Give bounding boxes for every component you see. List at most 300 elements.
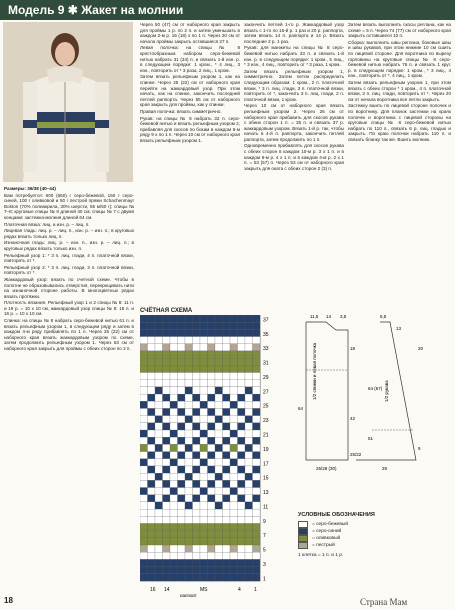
chart-cell — [155, 495, 163, 502]
chart-cell — [223, 401, 231, 408]
chart-cell — [253, 437, 261, 444]
chart-cell — [163, 545, 171, 552]
chart-cell — [253, 567, 261, 574]
col1-p8: Жаккардовый узор: вязать по счетной схеме. Чтобы в полотне не образовывались отверстия, перекрещивать нити на изнаночной стороне работы. В многоцветных рядах вязать протяжки. — [4, 276, 134, 299]
chart-cell — [245, 466, 253, 473]
chart-cell — [215, 387, 223, 394]
chart-cell — [163, 329, 171, 336]
bottom-width-1: 25/28 (30) — [316, 466, 337, 471]
chart-cell — [253, 358, 261, 365]
chart-cell — [193, 430, 201, 437]
chart-cell — [245, 502, 253, 509]
chart-cell — [245, 523, 253, 530]
chart-cell — [163, 531, 171, 538]
chart-cell — [178, 523, 186, 530]
chart-cell — [193, 322, 201, 329]
chart-cell — [208, 488, 216, 495]
chart-cell — [200, 358, 208, 365]
chart-cell — [230, 488, 238, 495]
chart-cell — [215, 538, 223, 545]
chart-cell — [223, 523, 231, 530]
chart-cell — [200, 401, 208, 408]
bottom-width-2: 29 — [382, 466, 388, 471]
chart-cell — [245, 351, 253, 358]
chart-cell — [185, 351, 193, 358]
chart-cell — [155, 488, 163, 495]
chart-cell — [253, 538, 261, 545]
chart-cell — [148, 552, 156, 559]
chart-cell — [185, 473, 193, 480]
chart-cell — [200, 559, 208, 566]
chart-cell — [230, 365, 238, 372]
chart-cell — [148, 351, 156, 358]
chart-cell — [140, 358, 148, 365]
chart-cell — [193, 574, 201, 581]
chart-cell — [208, 466, 216, 473]
chart-cell — [155, 552, 163, 559]
chart-cell — [238, 380, 246, 387]
chart-cell — [170, 552, 178, 559]
chart-cell — [193, 358, 201, 365]
chart-cell — [148, 516, 156, 523]
chart-cell — [178, 423, 186, 430]
chart-cell — [155, 545, 163, 552]
chart-cell — [185, 358, 193, 365]
chart-cell — [170, 509, 178, 516]
chart-cell — [155, 473, 163, 480]
chart-row-number: 7 — [263, 533, 266, 540]
chart-cell — [253, 408, 261, 415]
chart-rapport-label: раппорт — [180, 593, 197, 597]
chart-cell — [193, 394, 201, 401]
chart-cell — [140, 365, 148, 372]
chart-cell — [185, 408, 193, 415]
col3-p1: закончить петлей 1-го р. Жаккардовый узор вязать с 1-го по 15-й р. 1 раз и 20 р. раппорта, затем вязать 14 п. раппорта и 14 р. Вязать последние 2 р. 1 раз. — [244, 22, 344, 44]
chart-cell — [223, 358, 231, 365]
chart-cell — [155, 430, 163, 437]
chart-cell — [178, 322, 186, 329]
chart-cell — [185, 387, 193, 394]
legend-label-2: = серо-синий — [312, 529, 342, 534]
chart-cell — [185, 523, 193, 530]
chart-cell — [245, 423, 253, 430]
chart-cell — [178, 337, 186, 344]
chart-cell — [215, 401, 223, 408]
chart-cell — [185, 459, 193, 466]
chart-cell — [140, 567, 148, 574]
chart-row-number: 13 — [263, 490, 269, 497]
chart-cell — [140, 488, 148, 495]
chart-cell — [185, 502, 193, 509]
chart-cell — [208, 523, 216, 530]
chart-cell — [140, 416, 148, 423]
legend-item-4 — [298, 542, 448, 549]
text-column-1 — [4, 186, 134, 596]
chart-cell — [170, 387, 178, 394]
chart-cell — [140, 401, 148, 408]
chart-cell — [223, 444, 231, 451]
chart-cell — [215, 459, 223, 466]
chart-cell — [253, 502, 261, 509]
top-width-1: 11,5 — [310, 314, 319, 319]
chart-cell — [155, 437, 163, 444]
chart-cell — [155, 523, 163, 530]
chart-cell — [170, 373, 178, 380]
chart-cell — [170, 559, 178, 566]
chart-cell — [253, 380, 261, 387]
chart-cell — [178, 516, 186, 523]
chart-cell — [178, 488, 186, 495]
chart-cell — [155, 480, 163, 487]
chart-cell — [253, 459, 261, 466]
chart-cell — [230, 387, 238, 394]
chart-cell — [193, 495, 201, 502]
chart-cell — [238, 538, 246, 545]
chart-row-number: 15 — [263, 475, 269, 482]
front-label: 1/2 спинки и левая полочка — [312, 342, 317, 400]
chart-cell — [223, 423, 231, 430]
chart-cell — [148, 373, 156, 380]
chart-cell — [253, 444, 261, 451]
chart-cell — [238, 416, 246, 423]
chart-cell — [148, 523, 156, 530]
height-6: 51 — [368, 436, 374, 441]
chart-cell — [155, 574, 163, 581]
chart-cell — [155, 502, 163, 509]
chart-cell — [223, 329, 231, 336]
chart-cell — [163, 394, 171, 401]
chart-cell — [170, 538, 178, 545]
chart-cell — [140, 337, 148, 344]
chart-cell — [193, 488, 201, 495]
col1-p9: Плотность вязания. Рельефный узор 1 и 2 спицы № 8: 11 п. и 19 р. = 10 х 10 см, жаккардовый узор спицы № 8: 16 п. и 16 р. = 10 х 10 см. — [4, 300, 134, 317]
chart-row-number: 1 — [263, 576, 266, 583]
chart-cell — [238, 437, 246, 444]
chart-cell — [238, 567, 246, 574]
chart-cell — [163, 373, 171, 380]
chart-cell — [185, 444, 193, 451]
chart-cell — [238, 545, 246, 552]
chart-cell — [140, 538, 148, 545]
chart-cell — [215, 574, 223, 581]
chart-cell — [230, 459, 238, 466]
chart-cell — [253, 574, 261, 581]
chart-cell — [155, 423, 163, 430]
chart-cell — [193, 552, 201, 559]
chart-cell — [185, 315, 193, 322]
chart-cell — [208, 315, 216, 322]
chart-cell — [178, 437, 186, 444]
chart-cell — [208, 516, 216, 523]
chart-cell — [170, 337, 178, 344]
chart-cell — [238, 344, 246, 351]
chart-cell — [238, 459, 246, 466]
chart-cell — [170, 430, 178, 437]
height-1: 64 — [298, 406, 304, 411]
chart-cell — [178, 452, 186, 459]
chart-cell — [223, 552, 231, 559]
chart-cell — [140, 315, 148, 322]
chart-cell — [155, 516, 163, 523]
chart-cell — [163, 452, 171, 459]
chart-cell — [163, 322, 171, 329]
chart-cell — [148, 394, 156, 401]
chart-cell — [200, 329, 208, 336]
chart-cell — [178, 538, 186, 545]
chart-cell — [230, 473, 238, 480]
chart-cell — [230, 344, 238, 351]
chart-cell — [215, 523, 223, 530]
col1-p3: Платочная вязка: лиц. и изн. р. – лиц. п. — [4, 221, 90, 227]
col2-p4: Правая полочка: вязать симметрично. — [140, 108, 222, 114]
chart-cell — [178, 358, 186, 365]
chart-row-number: 17 — [263, 461, 269, 468]
chart-cell — [170, 437, 178, 444]
chart-cell — [223, 559, 231, 566]
chart-cell — [208, 337, 216, 344]
chart-cell — [230, 516, 238, 523]
chart-cell — [170, 488, 178, 495]
chart-cell — [253, 516, 261, 523]
chart-cell — [163, 488, 171, 495]
chart-title: СЧЁТНАЯ СХЕМА — [140, 308, 193, 314]
chart-cell — [238, 452, 246, 459]
page-title: Модель 9 ✱ Жакет на молнии — [8, 3, 184, 17]
chart-cell — [185, 552, 193, 559]
chart-cell — [208, 358, 216, 365]
chart-cell — [148, 337, 156, 344]
chart-cell — [215, 545, 223, 552]
chart-cell — [178, 444, 186, 451]
chart-cell — [200, 574, 208, 581]
chart-cell — [148, 380, 156, 387]
chart-cell — [223, 480, 231, 487]
chart-cell — [140, 531, 148, 538]
chart-cell — [140, 466, 148, 473]
chart-cell — [245, 416, 253, 423]
page-header — [0, 0, 455, 20]
chart-cell — [208, 344, 216, 351]
chart-row-number: 23 — [263, 418, 269, 425]
chart-cell — [170, 473, 178, 480]
chart-cell — [155, 452, 163, 459]
chart-cell — [238, 329, 246, 336]
chart-cell — [253, 480, 261, 487]
chart-cell — [200, 552, 208, 559]
chart-cell — [245, 401, 253, 408]
chart-cell — [148, 365, 156, 372]
chart-cell — [200, 387, 208, 394]
chart-cell — [230, 351, 238, 358]
chart-cell — [178, 545, 186, 552]
chart-cell — [178, 430, 186, 437]
chart-cell — [185, 452, 193, 459]
chart-cell — [253, 416, 261, 423]
chart-cell — [170, 380, 178, 387]
chart-cell — [200, 516, 208, 523]
chart-cell — [148, 358, 156, 365]
chart-cell — [223, 452, 231, 459]
watermark: Страна Мам — [360, 597, 408, 607]
chart-cell — [193, 509, 201, 516]
chart-cell — [140, 516, 148, 523]
chart-cell — [170, 365, 178, 372]
chart-cell — [163, 408, 171, 415]
chart-cell — [238, 574, 246, 581]
chart-cell — [163, 523, 171, 530]
chart-cell — [215, 567, 223, 574]
chart-cell — [200, 523, 208, 530]
chart-cell — [208, 373, 216, 380]
chart-cell — [253, 373, 261, 380]
chart-cell — [238, 322, 246, 329]
chart-cell — [238, 365, 246, 372]
chart-cell — [215, 473, 223, 480]
chart-cell — [185, 545, 193, 552]
chart-cell — [193, 365, 201, 372]
chart-cell — [215, 444, 223, 451]
chart-cell — [178, 401, 186, 408]
chart-row-number: 11 — [263, 504, 269, 511]
chart-cell — [253, 509, 261, 516]
chart-cell — [163, 430, 171, 437]
chart-cell — [170, 322, 178, 329]
chart-cell — [148, 574, 156, 581]
chart-cell — [155, 344, 163, 351]
chart-cell — [200, 459, 208, 466]
chart-cell — [253, 466, 261, 473]
chart-cell — [230, 358, 238, 365]
chart-cell — [230, 509, 238, 516]
chart-cell — [155, 351, 163, 358]
top-width-2: 14 — [326, 314, 332, 319]
chart-cell — [140, 452, 148, 459]
chart-cell — [193, 416, 201, 423]
chart-cell — [253, 545, 261, 552]
chart-cell — [178, 351, 186, 358]
chart-cell — [193, 459, 201, 466]
legend-label-3: = оливковый — [312, 536, 341, 541]
chart-cell — [223, 351, 231, 358]
chart-cell — [185, 322, 193, 329]
chart-cell — [253, 365, 261, 372]
chart-cell — [208, 473, 216, 480]
chart-cell — [178, 509, 186, 516]
chart-cell — [170, 545, 178, 552]
chart-cell — [200, 416, 208, 423]
chart-cell — [230, 416, 238, 423]
chart-cell — [170, 466, 178, 473]
chart-cell — [245, 329, 253, 336]
chart-cell — [193, 538, 201, 545]
chart-cell — [253, 351, 261, 358]
chart-cell — [245, 380, 253, 387]
chart-cell — [245, 488, 253, 495]
chart-cell — [140, 408, 148, 415]
chart-cell — [230, 408, 238, 415]
chart-cell — [215, 495, 223, 502]
col2-p1: Через 50 (47) см от наборного края закрыть для проймы 1 р. по 2 п. и затем уменьшать в каждом 2-м р. 16 (18) х по 1 п. Через 20 см от начала проймы закрыть оставшиеся 27 п. — [140, 22, 240, 44]
chart-cell — [208, 430, 216, 437]
chart-cell — [185, 401, 193, 408]
chart-cell — [253, 394, 261, 401]
chart-cell — [155, 315, 163, 322]
chart-cell — [155, 466, 163, 473]
chart-cell — [155, 531, 163, 538]
pattern-schematic — [296, 310, 451, 510]
chart-cell — [185, 430, 193, 437]
chart-cell — [208, 509, 216, 516]
chart-cell — [223, 495, 231, 502]
chart-cell — [185, 516, 193, 523]
chart-cell — [178, 344, 186, 351]
chart-cell — [223, 516, 231, 523]
chart-cell — [245, 559, 253, 566]
chart-cell — [185, 344, 193, 351]
chart-cell — [208, 538, 216, 545]
chart-cell — [163, 473, 171, 480]
chart-cell — [163, 444, 171, 451]
chart-cell — [163, 401, 171, 408]
chart-row-number: 25 — [263, 403, 269, 410]
chart-cell — [230, 329, 238, 336]
chart-cell — [200, 502, 208, 509]
chart-cell — [208, 559, 216, 566]
col3-p5: Одновременно прибавлять для скосов рукава с обеих сторон в каждом 10-м р. 3 х 1 п. и в каждом 6-м р. 4 х 1 п. и в каждом 4-м р. 2 х 1 п. = 53 (57) п. Через 53 см от наборного края закрыть для оката с обеих сторон 2 (3) п. — [244, 143, 344, 171]
chart-cell — [215, 315, 223, 322]
chart-cell — [193, 516, 201, 523]
chart-cell — [245, 337, 253, 344]
chart-cell — [148, 473, 156, 480]
chart-cell — [238, 559, 246, 566]
chart-cell — [163, 387, 171, 394]
height-8: 9 — [418, 446, 421, 451]
chart-cell — [215, 394, 223, 401]
chart-cell — [230, 373, 238, 380]
chart-cell — [230, 452, 238, 459]
chart-cell — [193, 387, 201, 394]
chart-cell — [178, 574, 186, 581]
chart-cell — [253, 337, 261, 344]
height-2: 18 — [350, 346, 356, 351]
chart-cell — [208, 365, 216, 372]
chart-row-number: 31 — [263, 360, 269, 367]
chart-cell — [230, 423, 238, 430]
chart-cell — [245, 567, 253, 574]
chart-cell — [140, 502, 148, 509]
chart-cell — [140, 509, 148, 516]
legend-label-4: = пестрый — [312, 543, 335, 548]
chart-cell — [178, 394, 186, 401]
chart-cell — [193, 473, 201, 480]
chart-cell — [208, 567, 216, 574]
chart-cell — [185, 559, 193, 566]
chart-cell — [148, 387, 156, 394]
chart-cell — [185, 423, 193, 430]
chart-cell — [148, 509, 156, 516]
chart-cell — [185, 574, 193, 581]
chart-cell — [178, 473, 186, 480]
legend-item-2 — [298, 528, 448, 535]
chart-cell — [253, 387, 261, 394]
chart-cell — [185, 531, 193, 538]
chart-cell — [238, 552, 246, 559]
chart-cell — [148, 466, 156, 473]
chart-cell — [223, 459, 231, 466]
legend-item-3 — [298, 535, 448, 542]
chart-cell — [215, 423, 223, 430]
chart-cell — [208, 502, 216, 509]
